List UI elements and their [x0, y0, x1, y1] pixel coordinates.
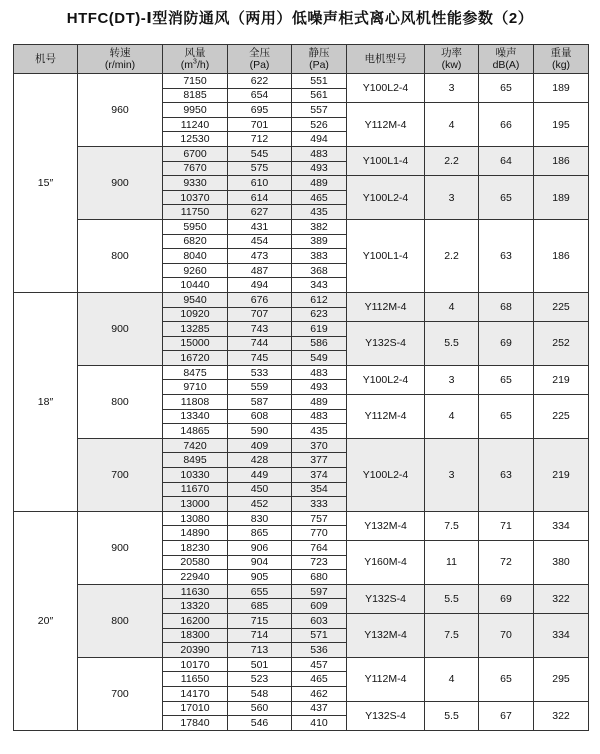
machine-no-cell: 20″: [14, 511, 78, 730]
header-speed: 转速 (r/min): [78, 45, 163, 74]
header-motor-model: 电机型号: [347, 45, 425, 74]
header-weight: 重量 (kg): [534, 45, 589, 74]
static-pressure-cell: 382: [292, 219, 347, 234]
total-pressure-cell: 622: [228, 74, 292, 89]
power-cell: 4: [425, 395, 479, 439]
static-pressure-cell: 571: [292, 628, 347, 643]
airflow-cell: 9710: [163, 380, 228, 395]
table-row: [14, 657, 589, 672]
total-pressure-cell: 610: [228, 176, 292, 191]
noise-cell: 63: [479, 438, 534, 511]
power-cell: 7.5: [425, 613, 479, 657]
static-pressure-cell: 493: [292, 380, 347, 395]
total-pressure-cell: 487: [228, 263, 292, 278]
noise-cell: 69: [479, 584, 534, 613]
static-pressure-cell: 333: [292, 497, 347, 512]
total-pressure-cell: 409: [228, 438, 292, 453]
noise-cell: 65: [479, 657, 534, 701]
airflow-cell: 10370: [163, 190, 228, 205]
header-total-pressure: 全压 (Pa): [228, 45, 292, 74]
total-pressure-cell: 450: [228, 482, 292, 497]
airflow-cell: 18300: [163, 628, 228, 643]
static-pressure-cell: 597: [292, 584, 347, 599]
airflow-cell: 16200: [163, 613, 228, 628]
power-cell: 3: [425, 74, 479, 103]
power-cell: 7.5: [425, 511, 479, 540]
airflow-cell: 13320: [163, 599, 228, 614]
total-pressure-cell: 560: [228, 701, 292, 716]
noise-cell: 65: [479, 395, 534, 439]
airflow-cell: 15000: [163, 336, 228, 351]
airflow-cell: 13285: [163, 322, 228, 337]
static-pressure-cell: 435: [292, 205, 347, 220]
airflow-cell: 9540: [163, 292, 228, 307]
speed-cell: 900: [78, 292, 163, 365]
static-pressure-cell: 489: [292, 176, 347, 191]
speed-cell: 800: [78, 584, 163, 657]
weight-cell: 186: [534, 146, 589, 175]
power-cell: 2.2: [425, 219, 479, 292]
total-pressure-cell: 676: [228, 292, 292, 307]
table-row: [14, 219, 589, 234]
total-pressure-cell: 559: [228, 380, 292, 395]
static-pressure-cell: 483: [292, 365, 347, 380]
static-pressure-cell: 757: [292, 511, 347, 526]
static-pressure-cell: 457: [292, 657, 347, 672]
total-pressure-cell: 695: [228, 103, 292, 118]
static-pressure-cell: 557: [292, 103, 347, 118]
airflow-cell: 13000: [163, 497, 228, 512]
total-pressure-cell: 712: [228, 132, 292, 147]
airflow-cell: 7670: [163, 161, 228, 176]
table-row: [14, 365, 589, 380]
power-cell: 5.5: [425, 701, 479, 730]
weight-cell: 380: [534, 541, 589, 585]
noise-cell: 66: [479, 103, 534, 147]
motor-model-cell: Y160M-4: [347, 541, 425, 585]
airflow-cell: 11630: [163, 584, 228, 599]
motor-model-cell: Y132S-4: [347, 701, 425, 730]
airflow-cell: 10330: [163, 468, 228, 483]
airflow-cell: 8040: [163, 249, 228, 264]
power-cell: 2.2: [425, 146, 479, 175]
weight-cell: 322: [534, 584, 589, 613]
motor-model-cell: Y100L1-4: [347, 146, 425, 175]
power-cell: 3: [425, 438, 479, 511]
static-pressure-cell: 437: [292, 701, 347, 716]
airflow-cell: 11650: [163, 672, 228, 687]
speed-cell: 800: [78, 365, 163, 438]
total-pressure-cell: 452: [228, 497, 292, 512]
static-pressure-cell: 612: [292, 292, 347, 307]
weight-cell: 334: [534, 511, 589, 540]
total-pressure-cell: 575: [228, 161, 292, 176]
airflow-cell: 10170: [163, 657, 228, 672]
noise-cell: 64: [479, 146, 534, 175]
static-pressure-cell: 374: [292, 468, 347, 483]
power-cell: 3: [425, 365, 479, 394]
airflow-cell: 11670: [163, 482, 228, 497]
table-row: [14, 438, 589, 453]
weight-cell: 189: [534, 176, 589, 220]
airflow-cell: 11750: [163, 205, 228, 220]
static-pressure-cell: 609: [292, 599, 347, 614]
power-cell: 3: [425, 176, 479, 220]
motor-model-cell: Y112M-4: [347, 657, 425, 701]
header-airflow: 风量 $(m^3/h)$: [163, 45, 228, 74]
static-pressure-cell: 764: [292, 541, 347, 556]
airflow-cell: 14890: [163, 526, 228, 541]
power-cell: 5.5: [425, 584, 479, 613]
airflow-cell: 20580: [163, 555, 228, 570]
motor-model-cell: Y112M-4: [347, 292, 425, 321]
static-pressure-cell: 561: [292, 88, 347, 103]
total-pressure-cell: 713: [228, 643, 292, 658]
static-pressure-cell: 435: [292, 424, 347, 439]
total-pressure-cell: 587: [228, 395, 292, 410]
power-cell: 4: [425, 657, 479, 701]
static-pressure-cell: 536: [292, 643, 347, 658]
static-pressure-cell: 619: [292, 322, 347, 337]
total-pressure-cell: 707: [228, 307, 292, 322]
weight-cell: 322: [534, 701, 589, 730]
airflow-cell: 20390: [163, 643, 228, 658]
total-pressure-cell: 743: [228, 322, 292, 337]
motor-model-cell: Y100L2-4: [347, 438, 425, 511]
static-pressure-cell: 389: [292, 234, 347, 249]
speed-cell: 700: [78, 657, 163, 730]
motor-model-cell: Y132M-4: [347, 613, 425, 657]
airflow-cell: 12530: [163, 132, 228, 147]
noise-cell: 68: [479, 292, 534, 321]
total-pressure-cell: 545: [228, 146, 292, 161]
motor-model-cell: Y100L2-4: [347, 176, 425, 220]
speed-cell: 700: [78, 438, 163, 511]
airflow-cell: 9950: [163, 103, 228, 118]
total-pressure-cell: 654: [228, 88, 292, 103]
header-noise: 噪声 dB(A): [479, 45, 534, 74]
weight-cell: 334: [534, 613, 589, 657]
table-row: [14, 74, 589, 89]
weight-cell: 219: [534, 365, 589, 394]
static-pressure-cell: 723: [292, 555, 347, 570]
total-pressure-cell: 627: [228, 205, 292, 220]
table-row: [14, 292, 589, 307]
total-pressure-cell: 473: [228, 249, 292, 264]
total-pressure-cell: 714: [228, 628, 292, 643]
static-pressure-cell: 465: [292, 190, 347, 205]
table-row: [14, 511, 589, 526]
motor-model-cell: Y100L2-4: [347, 365, 425, 394]
airflow-cell: 22940: [163, 570, 228, 585]
weight-cell: 189: [534, 74, 589, 103]
static-pressure-cell: 494: [292, 132, 347, 147]
machine-no-cell: 18″: [14, 292, 78, 511]
speed-cell: 800: [78, 219, 163, 292]
airflow-cell: 13080: [163, 511, 228, 526]
airflow-cell: 8495: [163, 453, 228, 468]
noise-cell: 71: [479, 511, 534, 540]
static-pressure-cell: 368: [292, 263, 347, 278]
total-pressure-cell: 431: [228, 219, 292, 234]
total-pressure-cell: 614: [228, 190, 292, 205]
total-pressure-cell: 590: [228, 424, 292, 439]
airflow-cell: 6820: [163, 234, 228, 249]
page-title: HTFC(DT)-Ⅰ型消防通风（两用）低噪声柜式离心风机性能参数（2）: [66, 10, 534, 27]
noise-cell: 69: [479, 322, 534, 366]
motor-model-cell: Y100L2-4: [347, 74, 425, 103]
airflow-cell: 6700: [163, 146, 228, 161]
weight-cell: 225: [534, 395, 589, 439]
weight-cell: 186: [534, 219, 589, 292]
airflow-cell: 5950: [163, 219, 228, 234]
static-pressure-cell: 377: [292, 453, 347, 468]
total-pressure-cell: 744: [228, 336, 292, 351]
static-pressure-cell: 526: [292, 117, 347, 132]
speed-cell: 960: [78, 74, 163, 147]
total-pressure-cell: 501: [228, 657, 292, 672]
noise-cell: 63: [479, 219, 534, 292]
static-pressure-cell: 483: [292, 146, 347, 161]
total-pressure-cell: 454: [228, 234, 292, 249]
weight-cell: 219: [534, 438, 589, 511]
motor-model-cell: Y132M-4: [347, 511, 425, 540]
total-pressure-cell: 865: [228, 526, 292, 541]
static-pressure-cell: 549: [292, 351, 347, 366]
static-pressure-cell: 680: [292, 570, 347, 585]
power-cell: 4: [425, 292, 479, 321]
power-cell: 11: [425, 541, 479, 585]
airflow-cell: 16720: [163, 351, 228, 366]
noise-cell: 67: [479, 701, 534, 730]
airflow-cell: 14865: [163, 424, 228, 439]
speed-cell: 900: [78, 146, 163, 219]
total-pressure-cell: 428: [228, 453, 292, 468]
static-pressure-cell: 462: [292, 686, 347, 701]
static-pressure-cell: 354: [292, 482, 347, 497]
table-row: [14, 584, 589, 599]
total-pressure-cell: 608: [228, 409, 292, 424]
weight-cell: 252: [534, 322, 589, 366]
static-pressure-cell: 603: [292, 613, 347, 628]
motor-model-cell: Y112M-4: [347, 103, 425, 147]
motor-model-cell: Y132S-4: [347, 322, 425, 366]
static-pressure-cell: 586: [292, 336, 347, 351]
total-pressure-cell: 449: [228, 468, 292, 483]
airflow-cell: 9260: [163, 263, 228, 278]
table-row: [14, 146, 589, 161]
motor-model-cell: Y132S-4: [347, 584, 425, 613]
static-pressure-cell: 483: [292, 409, 347, 424]
noise-cell: 72: [479, 541, 534, 585]
motor-model-cell: Y100L1-4: [347, 219, 425, 292]
static-pressure-cell: 623: [292, 307, 347, 322]
airflow-cell: 17010: [163, 701, 228, 716]
airflow-cell: 7420: [163, 438, 228, 453]
total-pressure-cell: 523: [228, 672, 292, 687]
static-pressure-cell: 410: [292, 716, 347, 731]
total-pressure-cell: 546: [228, 716, 292, 731]
power-cell: 4: [425, 103, 479, 147]
total-pressure-cell: 745: [228, 351, 292, 366]
weight-cell: 195: [534, 103, 589, 147]
airflow-cell: 14170: [163, 686, 228, 701]
motor-model-cell: Y112M-4: [347, 395, 425, 439]
header-power: 功率 (kw): [425, 45, 479, 74]
airflow-cell: 8475: [163, 365, 228, 380]
header-machine-no: 机号: [14, 45, 78, 74]
total-pressure-cell: 655: [228, 584, 292, 599]
airflow-cell: 17840: [163, 716, 228, 731]
total-pressure-cell: 905: [228, 570, 292, 585]
noise-cell: 70: [479, 613, 534, 657]
weight-cell: 295: [534, 657, 589, 701]
airflow-cell: 18230: [163, 541, 228, 556]
airflow-cell: 11240: [163, 117, 228, 132]
static-pressure-cell: 489: [292, 395, 347, 410]
static-pressure-cell: 465: [292, 672, 347, 687]
airflow-cell: 11808: [163, 395, 228, 410]
weight-cell: 225: [534, 292, 589, 321]
airflow-cell: 7150: [163, 74, 228, 89]
speed-cell: 900: [78, 511, 163, 584]
static-pressure-cell: 770: [292, 526, 347, 541]
header-row: [14, 45, 589, 74]
total-pressure-cell: 548: [228, 686, 292, 701]
noise-cell: 65: [479, 176, 534, 220]
total-pressure-cell: 494: [228, 278, 292, 293]
static-pressure-cell: 343: [292, 278, 347, 293]
total-pressure-cell: 906: [228, 541, 292, 556]
airflow-cell: 9330: [163, 176, 228, 191]
total-pressure-cell: 904: [228, 555, 292, 570]
machine-no-cell: 15″: [14, 74, 78, 293]
power-cell: 5.5: [425, 322, 479, 366]
noise-cell: 65: [479, 74, 534, 103]
total-pressure-cell: 533: [228, 365, 292, 380]
airflow-cell: 13340: [163, 409, 228, 424]
total-pressure-cell: 830: [228, 511, 292, 526]
table-body: [14, 74, 589, 731]
total-pressure-cell: 701: [228, 117, 292, 132]
total-pressure-cell: 715: [228, 613, 292, 628]
static-pressure-cell: 383: [292, 249, 347, 264]
static-pressure-cell: 493: [292, 161, 347, 176]
noise-cell: 65: [479, 365, 534, 394]
performance-table: [13, 44, 589, 731]
airflow-cell: 10440: [163, 278, 228, 293]
static-pressure-cell: 370: [292, 438, 347, 453]
airflow-cell: 10920: [163, 307, 228, 322]
static-pressure-cell: 551: [292, 74, 347, 89]
header-static-pressure: 静压 (Pa): [292, 45, 347, 74]
airflow-cell: 8185: [163, 88, 228, 103]
total-pressure-cell: 685: [228, 599, 292, 614]
